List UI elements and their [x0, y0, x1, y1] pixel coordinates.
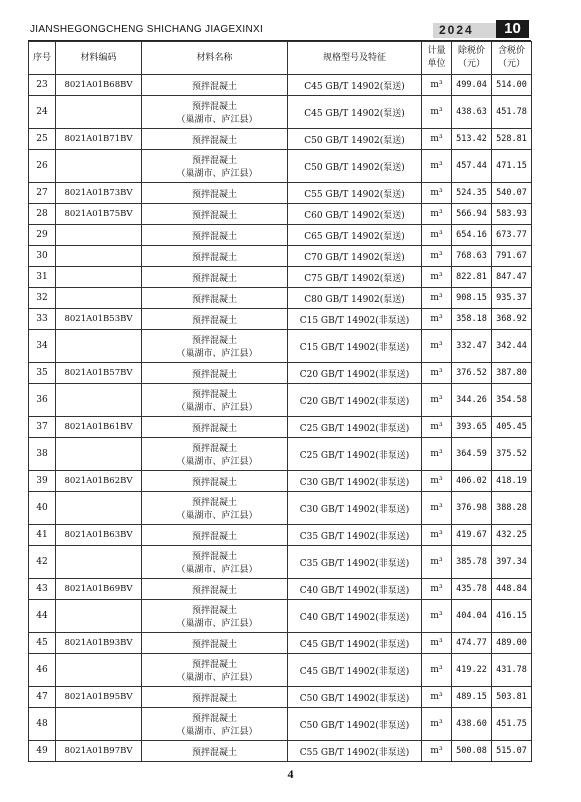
price-ex-tax-cell: 513.42 — [452, 129, 492, 150]
price-inc-tax-cell: 418.19 — [492, 471, 532, 492]
table-row — [29, 96, 532, 129]
price-ex-tax-cell: 358.18 — [452, 309, 492, 330]
table-row — [29, 741, 532, 762]
price-inc-tax-cell: 540.07 — [492, 183, 532, 204]
material-name-cell — [142, 633, 288, 654]
material-name: 预拌混凝土 — [191, 747, 237, 758]
material-name: 预拌混凝土 — [191, 189, 237, 200]
unit-cell: m³ — [422, 183, 452, 204]
price-ex-tax-cell: 457.44 — [452, 150, 492, 183]
material-region-note: （巢湖市、庐江县） — [176, 673, 258, 683]
unit-cell: m³ — [422, 546, 452, 579]
price-inc-tax-cell: 432.25 — [492, 525, 532, 546]
material-name: 预拌混凝土 — [191, 390, 237, 400]
material-code-cell — [56, 96, 142, 129]
unit-cell: m³ — [422, 741, 452, 762]
material-code-cell: 8021A01B95BV — [56, 687, 142, 708]
unit-cell: m³ — [422, 654, 452, 687]
unit-cell: m³ — [422, 96, 452, 129]
material-name: 预拌混凝土 — [191, 531, 237, 542]
material-name-cell — [142, 708, 288, 741]
row-number-cell: 33 — [29, 309, 56, 330]
column-header-unit: 计量单位 — [422, 42, 452, 75]
material-code-cell — [56, 267, 142, 288]
price-inc-tax-cell: 431.78 — [492, 654, 532, 687]
spec-cell: C35 GB/T 14902(非泵送) — [288, 546, 422, 579]
price-ex-tax-cell: 419.22 — [452, 654, 492, 687]
material-name: 预拌混凝土 — [191, 369, 237, 380]
column-header-no: 序号 — [29, 42, 56, 75]
material-code-cell: 8021A01B61BV — [56, 417, 142, 438]
price-ex-tax-cell: 332.47 — [452, 330, 492, 363]
material-code-cell — [56, 546, 142, 579]
price-inc-tax-cell: 451.75 — [492, 708, 532, 741]
unit-cell: m³ — [422, 129, 452, 150]
price-ex-tax-cell: 385.78 — [452, 546, 492, 579]
spec-cell: C45 GB/T 14902(非泵送) — [288, 654, 422, 687]
material-name: 预拌混凝土 — [191, 315, 237, 326]
material-name-cell — [142, 525, 288, 546]
material-region-note: （巢湖市、庐江县） — [176, 349, 258, 359]
price-inc-tax-cell: 451.78 — [492, 96, 532, 129]
page-number: 4 — [287, 767, 294, 781]
spec-cell: C45 GB/T 14902(泵送) — [288, 75, 422, 96]
price-inc-tax-cell: 935.37 — [492, 288, 532, 309]
page-header — [28, 20, 531, 40]
price-ex-tax-cell: 435.78 — [452, 579, 492, 600]
price-ex-tax-cell: 524.35 — [452, 183, 492, 204]
price-inc-tax-cell: 514.00 — [492, 75, 532, 96]
row-number-cell: 44 — [29, 600, 56, 633]
material-code-cell: 8021A01B71BV — [56, 129, 142, 150]
table-row — [29, 150, 532, 183]
material-name: 预拌混凝土 — [191, 81, 237, 92]
table-row — [29, 600, 532, 633]
material-name-cell — [142, 741, 288, 762]
material-name: 预拌混凝土 — [191, 336, 237, 346]
row-number-cell: 36 — [29, 384, 56, 417]
material-name-cell — [142, 417, 288, 438]
year-label: 2024 — [433, 23, 507, 38]
price-ex-tax-cell: 499.04 — [452, 75, 492, 96]
row-number-cell: 32 — [29, 288, 56, 309]
unit-cell: m³ — [422, 75, 452, 96]
spec-cell: C20 GB/T 14902(非泵送) — [288, 363, 422, 384]
material-name: 预拌混凝土 — [191, 693, 237, 704]
unit-cell: m³ — [422, 246, 452, 267]
row-number-cell: 23 — [29, 75, 56, 96]
price-ex-tax-cell: 393.65 — [452, 417, 492, 438]
material-name: 预拌混凝土 — [191, 477, 237, 488]
spec-cell: C65 GB/T 14902(泵送) — [288, 225, 422, 246]
material-name: 预拌混凝土 — [191, 498, 237, 508]
material-code-cell — [56, 384, 142, 417]
spec-cell: C55 GB/T 14902(泵送) — [288, 183, 422, 204]
table-row — [29, 471, 532, 492]
material-name: 预拌混凝土 — [191, 135, 237, 146]
material-region-note: （巢湖市、庐江县） — [176, 115, 258, 125]
material-name: 预拌混凝土 — [191, 606, 237, 616]
row-number-cell: 26 — [29, 150, 56, 183]
row-number-cell: 31 — [29, 267, 56, 288]
row-number-cell: 45 — [29, 633, 56, 654]
price-inc-tax-cell: 388.28 — [492, 492, 532, 525]
row-number-cell: 48 — [29, 708, 56, 741]
price-inc-tax-cell: 673.77 — [492, 225, 532, 246]
price-ex-tax-cell: 489.15 — [452, 687, 492, 708]
material-name: 预拌混凝土 — [191, 273, 237, 284]
spec-cell: C60 GB/T 14902(泵送) — [288, 204, 422, 225]
material-code-cell: 8021A01B73BV — [56, 183, 142, 204]
unit-cell: m³ — [422, 687, 452, 708]
spec-cell: C50 GB/T 14902(泵送) — [288, 129, 422, 150]
unit-cell: m³ — [422, 600, 452, 633]
unit-cell: m³ — [422, 150, 452, 183]
spec-cell: C45 GB/T 14902(非泵送) — [288, 633, 422, 654]
price-inc-tax-cell: 583.93 — [492, 204, 532, 225]
row-number-cell: 29 — [29, 225, 56, 246]
material-region-note: （巢湖市、庐江县） — [176, 403, 258, 413]
price-inc-tax-cell: 342.44 — [492, 330, 532, 363]
price-inc-tax-cell: 397.34 — [492, 546, 532, 579]
price-inc-tax-cell: 791.67 — [492, 246, 532, 267]
spec-cell: C25 GB/T 14902(非泵送) — [288, 417, 422, 438]
material-code-cell — [56, 654, 142, 687]
material-name-cell — [142, 600, 288, 633]
material-name-cell — [142, 204, 288, 225]
price-inc-tax-cell: 405.45 — [492, 417, 532, 438]
table-row — [29, 492, 532, 525]
unit-cell: m³ — [422, 267, 452, 288]
material-code-cell — [56, 246, 142, 267]
price-inc-tax-cell: 448.84 — [492, 579, 532, 600]
material-name-cell — [142, 579, 288, 600]
material-name-cell — [142, 246, 288, 267]
price-ex-tax-cell: 566.94 — [452, 204, 492, 225]
material-code-cell — [56, 708, 142, 741]
unit-cell: m³ — [422, 309, 452, 330]
spec-cell: C20 GB/T 14902(非泵送) — [288, 384, 422, 417]
material-name-cell — [142, 330, 288, 363]
price-ex-tax-cell: 376.52 — [452, 363, 492, 384]
row-number-cell: 25 — [29, 129, 56, 150]
material-code-cell: 8021A01B62BV — [56, 471, 142, 492]
issue-number-badge: 10 — [496, 20, 529, 38]
spec-cell: C30 GB/T 14902(非泵送) — [288, 492, 422, 525]
material-region-note: （巢湖市、庐江县） — [176, 457, 258, 467]
price-ex-tax-cell: 908.15 — [452, 288, 492, 309]
material-name: 预拌混凝土 — [191, 585, 237, 596]
material-name-cell — [142, 492, 288, 525]
material-name-cell — [142, 384, 288, 417]
price-inc-tax-cell: 387.80 — [492, 363, 532, 384]
table-row — [29, 525, 532, 546]
price-inc-tax-cell: 354.58 — [492, 384, 532, 417]
spec-cell: C50 GB/T 14902(非泵送) — [288, 687, 422, 708]
material-code-cell — [56, 330, 142, 363]
unit-cell: m³ — [422, 438, 452, 471]
material-name: 预拌混凝土 — [191, 444, 237, 454]
row-number-cell: 28 — [29, 204, 56, 225]
column-header-code: 材料编码 — [56, 42, 142, 75]
material-name-cell — [142, 471, 288, 492]
row-number-cell: 35 — [29, 363, 56, 384]
material-code-cell — [56, 150, 142, 183]
material-name: 预拌混凝土 — [191, 552, 237, 562]
table-row — [29, 546, 532, 579]
unit-cell: m³ — [422, 417, 452, 438]
price-inc-tax-cell: 375.52 — [492, 438, 532, 471]
spec-cell: C55 GB/T 14902(非泵送) — [288, 741, 422, 762]
table-row — [29, 225, 532, 246]
table-row — [29, 204, 532, 225]
material-name: 预拌混凝土 — [191, 252, 237, 263]
material-name-cell — [142, 654, 288, 687]
material-name-cell — [142, 309, 288, 330]
price-ex-tax-cell: 376.98 — [452, 492, 492, 525]
spec-cell: C35 GB/T 14902(非泵送) — [288, 525, 422, 546]
row-number-cell: 39 — [29, 471, 56, 492]
row-number-cell: 30 — [29, 246, 56, 267]
table-row — [29, 654, 532, 687]
column-header-price-ex-tax: 除税价（元） — [452, 42, 492, 75]
material-name-cell — [142, 225, 288, 246]
material-code-cell — [56, 438, 142, 471]
unit-cell: m³ — [422, 330, 452, 363]
price-inc-tax-cell: 528.81 — [492, 129, 532, 150]
unit-cell: m³ — [422, 384, 452, 417]
material-name-cell — [142, 288, 288, 309]
spec-cell: C25 GB/T 14902(非泵送) — [288, 438, 422, 471]
price-inc-tax-cell: 503.81 — [492, 687, 532, 708]
table-row — [29, 417, 532, 438]
price-ex-tax-cell: 364.59 — [452, 438, 492, 471]
unit-cell: m³ — [422, 363, 452, 384]
table-row — [29, 384, 532, 417]
material-name-cell — [142, 75, 288, 96]
material-region-note: （巢湖市、庐江县） — [176, 727, 258, 737]
material-name-cell — [142, 96, 288, 129]
table-row — [29, 708, 532, 741]
material-name: 预拌混凝土 — [191, 102, 237, 112]
unit-cell: m³ — [422, 708, 452, 741]
material-code-cell: 8021A01B97BV — [56, 741, 142, 762]
material-name-cell — [142, 129, 288, 150]
material-name: 预拌混凝土 — [191, 639, 237, 650]
row-number-cell: 43 — [29, 579, 56, 600]
table-row — [29, 438, 532, 471]
price-inc-tax-cell: 847.47 — [492, 267, 532, 288]
material-name: 预拌混凝土 — [191, 231, 237, 242]
material-name-cell — [142, 546, 288, 579]
publication-title: JIANSHEGONGCHENG SHICHANG JIAGEXINXI — [30, 24, 264, 35]
column-header-spec: 规格型号及特征 — [288, 42, 422, 75]
row-number-cell: 38 — [29, 438, 56, 471]
material-code-cell — [56, 225, 142, 246]
column-header-price-inc-tax: 含税价（元） — [492, 42, 532, 75]
price-inc-tax-cell: 471.15 — [492, 150, 532, 183]
price-inc-tax-cell: 368.92 — [492, 309, 532, 330]
price-ex-tax-cell: 654.16 — [452, 225, 492, 246]
material-name-cell — [142, 183, 288, 204]
material-name: 预拌混凝土 — [191, 660, 237, 670]
price-inc-tax-cell: 416.15 — [492, 600, 532, 633]
row-number-cell: 24 — [29, 96, 56, 129]
material-name-cell — [142, 438, 288, 471]
price-inc-tax-cell: 489.00 — [492, 633, 532, 654]
unit-cell: m³ — [422, 471, 452, 492]
spec-cell: C40 GB/T 14902(非泵送) — [288, 579, 422, 600]
spec-cell: C80 GB/T 14902(泵送) — [288, 288, 422, 309]
table-row — [29, 246, 532, 267]
material-name: 预拌混凝土 — [191, 423, 237, 434]
material-code-cell: 8021A01B57BV — [56, 363, 142, 384]
row-number-cell: 40 — [29, 492, 56, 525]
unit-cell: m³ — [422, 204, 452, 225]
price-table — [28, 41, 532, 762]
material-code-cell: 8021A01B75BV — [56, 204, 142, 225]
material-code-cell — [56, 600, 142, 633]
spec-cell: C45 GB/T 14902(泵送) — [288, 96, 422, 129]
unit-cell: m³ — [422, 633, 452, 654]
price-ex-tax-cell: 406.02 — [452, 471, 492, 492]
row-number-cell: 34 — [29, 330, 56, 363]
spec-cell: C40 GB/T 14902(非泵送) — [288, 600, 422, 633]
table-row — [29, 633, 532, 654]
row-number-cell: 42 — [29, 546, 56, 579]
material-code-cell — [56, 492, 142, 525]
material-name: 预拌混凝土 — [191, 294, 237, 305]
material-name: 预拌混凝土 — [191, 156, 237, 166]
material-code-cell: 8021A01B69BV — [56, 579, 142, 600]
spec-cell: C50 GB/T 14902(泵送) — [288, 150, 422, 183]
material-name-cell — [142, 150, 288, 183]
material-region-note: （巢湖市、庐江县） — [176, 511, 258, 521]
spec-cell: C15 GB/T 14902(非泵送) — [288, 330, 422, 363]
material-region-note: （巢湖市、庐江县） — [176, 169, 258, 179]
table-row — [29, 330, 532, 363]
table-row — [29, 309, 532, 330]
price-ex-tax-cell: 419.67 — [452, 525, 492, 546]
table-row — [29, 129, 532, 150]
table-row — [29, 267, 532, 288]
price-ex-tax-cell: 438.63 — [452, 96, 492, 129]
row-number-cell: 49 — [29, 741, 56, 762]
row-number-cell: 46 — [29, 654, 56, 687]
material-name: 预拌混凝土 — [191, 210, 237, 221]
material-code-cell: 8021A01B68BV — [56, 75, 142, 96]
spec-cell: C15 GB/T 14902(非泵送) — [288, 309, 422, 330]
row-number-cell: 27 — [29, 183, 56, 204]
spec-cell: C30 GB/T 14902(非泵送) — [288, 471, 422, 492]
material-code-cell: 8021A01B93BV — [56, 633, 142, 654]
material-region-note: （巢湖市、庐江县） — [176, 565, 258, 575]
material-name-cell — [142, 687, 288, 708]
table-row — [29, 687, 532, 708]
spec-cell: C75 GB/T 14902(泵送) — [288, 267, 422, 288]
spec-cell: C70 GB/T 14902(泵送) — [288, 246, 422, 267]
table-row — [29, 579, 532, 600]
price-inc-tax-cell: 515.07 — [492, 741, 532, 762]
material-region-note: （巢湖市、庐江县） — [176, 619, 258, 629]
unit-cell: m³ — [422, 225, 452, 246]
column-header-name: 材料名称 — [142, 42, 288, 75]
price-ex-tax-cell: 404.04 — [452, 600, 492, 633]
unit-cell: m³ — [422, 525, 452, 546]
material-name-cell — [142, 267, 288, 288]
row-number-cell: 47 — [29, 687, 56, 708]
price-ex-tax-cell: 822.81 — [452, 267, 492, 288]
table-row — [29, 75, 532, 96]
table-row — [29, 363, 532, 384]
table-row — [29, 183, 532, 204]
material-code-cell: 8021A01B53BV — [56, 309, 142, 330]
spec-cell: C50 GB/T 14902(非泵送) — [288, 708, 422, 741]
material-name: 预拌混凝土 — [191, 714, 237, 724]
unit-cell: m³ — [422, 288, 452, 309]
unit-cell: m³ — [422, 492, 452, 525]
material-name-cell — [142, 363, 288, 384]
table-body — [29, 75, 532, 762]
price-ex-tax-cell: 474.77 — [452, 633, 492, 654]
price-ex-tax-cell: 500.08 — [452, 741, 492, 762]
row-number-cell: 37 — [29, 417, 56, 438]
table-header-row — [29, 42, 532, 75]
material-code-cell — [56, 288, 142, 309]
material-code-cell: 8021A01B63BV — [56, 525, 142, 546]
table-row — [29, 288, 532, 309]
unit-cell: m³ — [422, 579, 452, 600]
price-ex-tax-cell: 438.60 — [452, 708, 492, 741]
price-ex-tax-cell: 344.26 — [452, 384, 492, 417]
price-ex-tax-cell: 768.63 — [452, 246, 492, 267]
row-number-cell: 41 — [29, 525, 56, 546]
